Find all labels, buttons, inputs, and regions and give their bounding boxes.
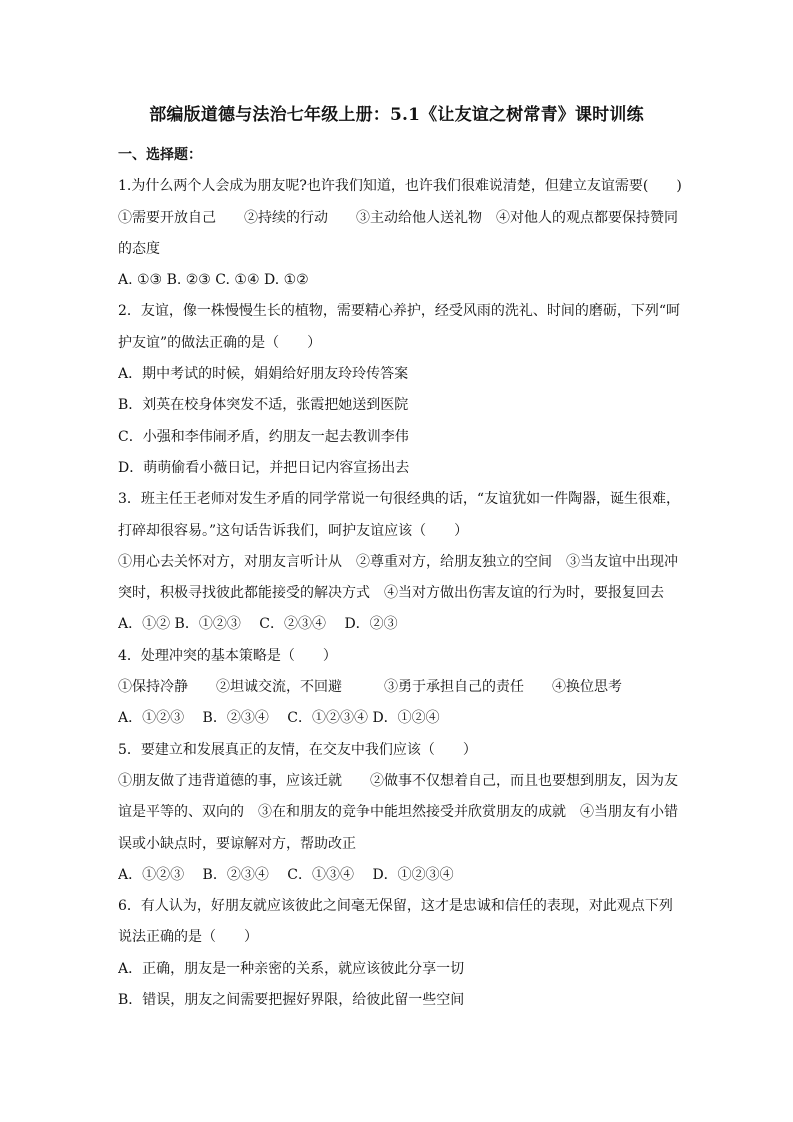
q2-option-b: B．刘英在校身体突发不适，张霞把她送到医院: [118, 397, 409, 414]
q3-options: A．①② B．①②③ C．②③④ D．②③: [118, 616, 398, 633]
q5-statements-line-2: 谊是平等的、双向的 ③在和朋友的竞争中能坦然接受并欣赏朋友的成就 ④当朋友有小错: [118, 804, 678, 821]
q5-statements-line-1: ①朋友做了违背道德的事，应该迁就 ②做事不仅想着自己，而且也要想到朋友，因为友: [118, 772, 678, 789]
q5-statements-line-3: 误或小缺点时，要谅解对方，帮助改正: [118, 835, 356, 852]
q2-option-d: D．萌萌偷看小薇日记，并把日记内容宣扬出去: [118, 459, 410, 476]
q4-statements: ①保持冷静 ②坦诚交流，不回避 ③勇于承担自己的责任 ④换位思考: [118, 679, 622, 696]
q6-stem-line-1: 6．有人认为，好朋友就应该彼此之间毫无保留，这才是忠诚和信任的表现，对此观点下列: [118, 898, 673, 915]
q5-stem: 5．要建立和发展真正的友情，在交友中我们应该（ ）: [118, 741, 477, 758]
q4-options: A．①②③ B．②③④ C．①②③④ D．①②④: [118, 710, 440, 727]
q2-stem-line-2: 护友谊”的做法正确的是（ ）: [118, 334, 322, 351]
q2-option-c: C．小强和李伟闹矛盾，约朋友一起去教训李伟: [118, 428, 409, 445]
q3-statements-line-1: ①用心去关怀对方，对朋友言听计从 ②尊重对方，给朋友独立的空间 ③当友谊中出现冲: [118, 553, 678, 570]
q1-stem: 1.为什么两个人会成为朋友呢?也许我们知道，也许我们很难说清楚，但建立友谊需要( ): [118, 178, 682, 195]
q6-option-a: A．正确，朋友是一种亲密的关系，就应该彼此分享一切: [118, 960, 465, 977]
q5-options: A．①②③ B．②③④ C．①③④ D．①②③④: [118, 866, 454, 883]
q6-stem-line-2: 说法正确的是（ ）: [118, 929, 258, 946]
section-heading: 一、选择题：: [118, 147, 202, 163]
q3-stem-line-1: 3．班主任王老师对发生矛盾的同学常说一句很经典的话，“友谊犹如一件陶器，诞生很难，: [118, 491, 681, 508]
q1-options: A. ①③ B. ②③ C. ①④ D. ①②: [118, 272, 309, 289]
document-body: [118, 140, 682, 1016]
q3-stem-line-2: 打碎却很容易。”这句话告诉我们，呵护友谊应该（ ）: [118, 522, 469, 539]
q3-statements-line-2: 突时，积极寻找彼此都能接受的解决方式 ④当对方做出伤害友谊的行为时，要报复回去: [118, 585, 664, 602]
q6-option-b: B．错误，朋友之间需要把握好界限，给彼此留一些空间: [118, 992, 465, 1009]
q2-stem-line-1: 2．友谊，像一株慢慢生长的植物，需要精心养护，经受风雨的洗礼、时间的磨砺，下列“呵: [118, 303, 681, 320]
q1-statements-line-1: ①需要开放自己 ②持续的行动 ③主动给他人送礼物 ④对他人的观点都要保持赞同: [118, 209, 678, 226]
q1-statements-line-2: 的态度: [118, 240, 160, 257]
document-title: 部编版道德与法治七年级上册：5.1《让友谊之树常青》课时训练: [149, 105, 644, 125]
q4-stem: 4．处理冲突的基本策略是（ ）: [118, 647, 337, 664]
q2-option-a: A．期中考试的时候，娟娟给好朋友玲玲传答案: [118, 366, 409, 383]
